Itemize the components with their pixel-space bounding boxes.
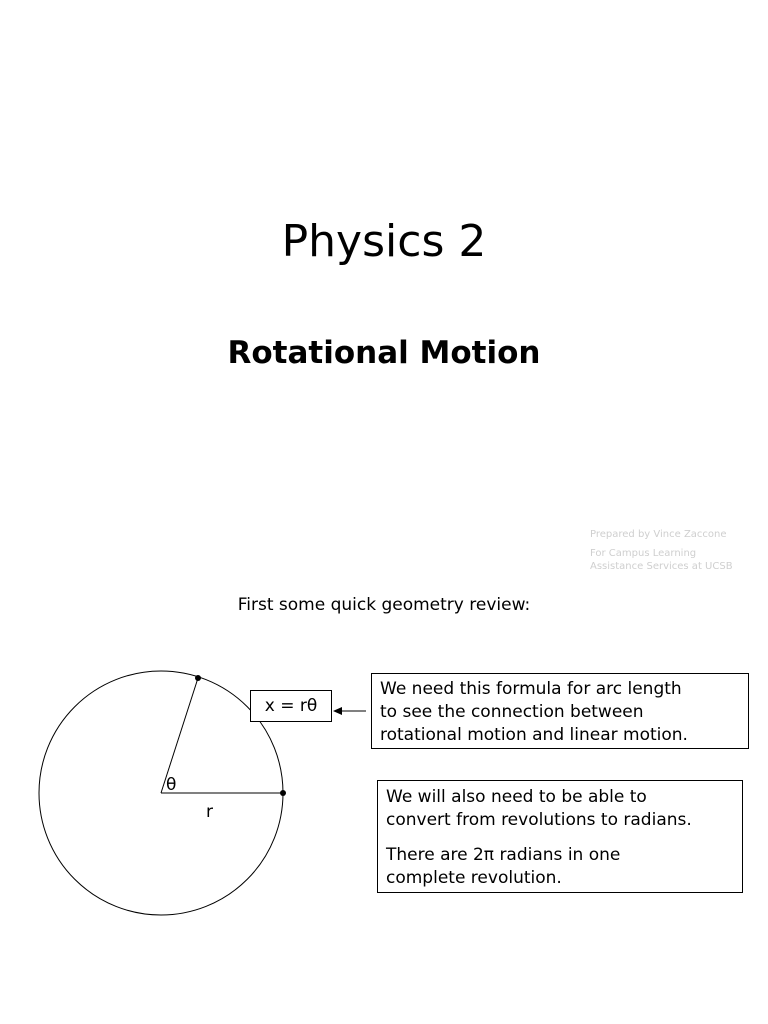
radians-note-line-1: We will also need to be able to (386, 787, 647, 807)
review-heading: First some quick geometry review: (237, 595, 531, 615)
radians-note-paragraph-2 (386, 844, 742, 890)
radians-note-line-3: There are 2π radians in one (386, 845, 621, 865)
arc-length-note-box (371, 673, 749, 749)
radians-note-box (377, 780, 743, 893)
slide-title: Physics 2 (281, 216, 487, 267)
arc-note-line-1: We need this formula for arc length (380, 679, 682, 699)
credits-org-line1: For Campus Learning (590, 548, 697, 559)
arc-length-formula-box: x = rθ (250, 690, 332, 722)
slide-subtitle: Rotational Motion (227, 335, 541, 371)
credits-author: Prepared by Vince Zaccone (590, 529, 727, 540)
point-on-circle-right (280, 790, 286, 796)
arc-note-line-2: to see the connection between (380, 702, 644, 722)
radians-note-line-4: complete revolution. (386, 868, 562, 888)
credits-org-line2: Assistance Services at UCSB (590, 561, 733, 572)
point-on-circle-top (195, 675, 201, 681)
circle-diagram (0, 640, 380, 940)
radians-note-paragraph-1 (386, 786, 742, 832)
credits-block (590, 528, 760, 573)
angle-label: θ (166, 775, 177, 795)
radians-note-line-2: convert from revolutions to radians. (386, 810, 692, 830)
arc-note-line-3: rotational motion and linear motion. (380, 725, 688, 745)
pointer-arrow-head (333, 707, 342, 715)
radius-label: r (206, 802, 213, 822)
